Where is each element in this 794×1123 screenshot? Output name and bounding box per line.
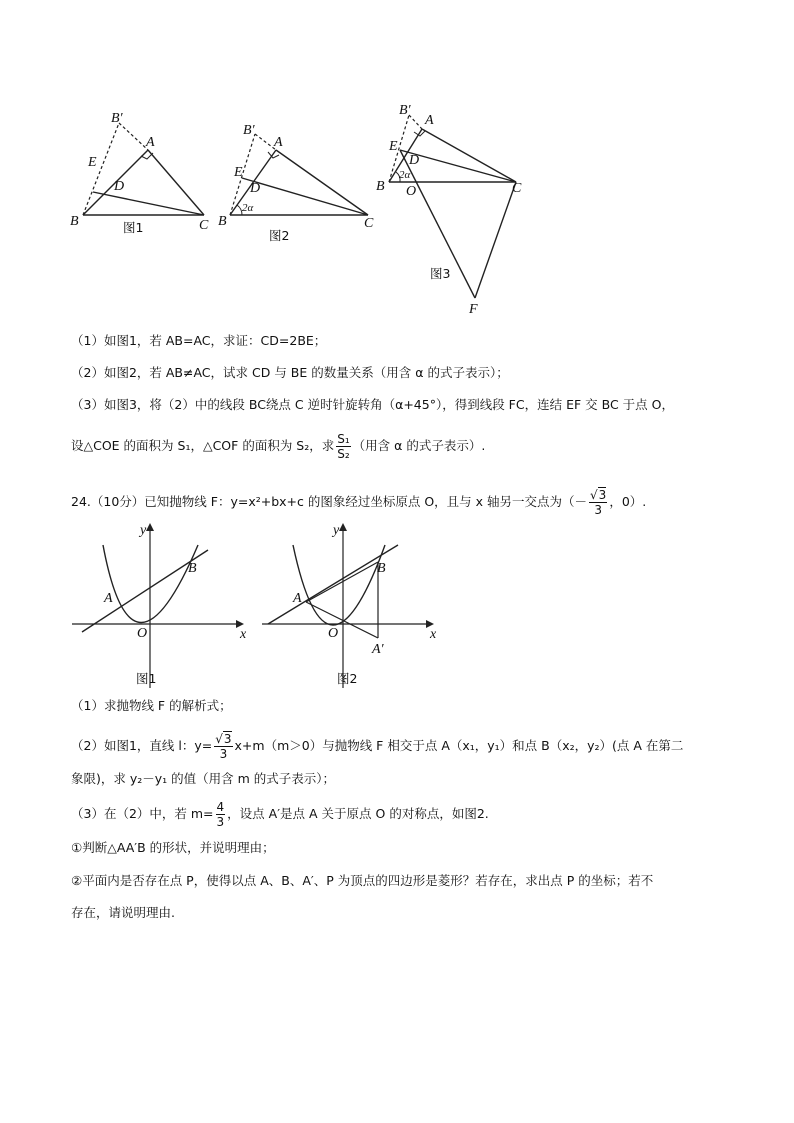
label-o: O [137, 626, 148, 641]
axis-label-x: x [240, 627, 247, 642]
label-e: E [88, 155, 97, 170]
label-a: A [425, 113, 434, 128]
label-d: D [250, 181, 261, 196]
q24-part3-item2: ②平面内是否存在点 P，使得以点 A、B、A′、P 为顶点的四边形是菱形？若存在，求出点 P 的坐标；若不 [71, 873, 654, 888]
axis-label-y: y [140, 523, 147, 538]
label-b: B [188, 561, 197, 576]
q24-part2-tail: x+m（m＞0）与抛物线 F 相交于点 A（x₁，y₁）和点 B（x₂，y₂）(点 A 在第二 [234, 738, 684, 753]
label-c: C [199, 218, 209, 233]
fraction-numerator: 3 [223, 732, 232, 746]
fraction-denominator: 3 [216, 815, 225, 829]
fraction-numerator: S₁ [337, 432, 350, 446]
label-e: E [234, 165, 243, 180]
q24-part1: （1）求抛物线 F 的解析式； [71, 698, 232, 713]
q23-part3-continued [71, 432, 485, 461]
axis-label-y: y [333, 523, 340, 538]
label-b: B [376, 179, 385, 194]
q24-part2 [71, 732, 683, 761]
sqrt3-over-3-fraction: $\frac{√3}{3}$ [215, 732, 232, 761]
angle-label: 2α [399, 169, 411, 181]
label-e: E [389, 139, 398, 154]
label-a: A [104, 591, 113, 606]
label-b: B [70, 214, 79, 229]
q24-part3-item2-continued: 存在，请说明理由. [71, 905, 175, 920]
fraction-numerator: 4 [216, 800, 225, 814]
angle-label: 2α [242, 202, 254, 214]
q23-part1: （1）如图1，若 AB=AC，求证：CD=2BE； [71, 333, 327, 348]
figure-caption: 图3 [430, 266, 451, 281]
parabola-figure-1 [70, 520, 255, 690]
q24-header [71, 488, 646, 517]
label-a: A [293, 591, 302, 606]
q24-header-text: 24.（10分）已知抛物线 F：y=x²+bx+c 的图象经过坐标原点 O，且与 x 轴另一交点为（－ [71, 494, 588, 509]
q23-part3: （3）如图3，将（2）中的线段 BC绕点 C 逆时针旋转角（α+45°），得到线段 FC，连结 EF 交 BC 于点 O， [71, 397, 674, 412]
q24-part2-continued: 象限)，求 y₂－y₁ 的值（用含 m 的式子表示）； [71, 771, 336, 786]
figure-2-top [215, 115, 380, 245]
label-f: F [469, 302, 478, 317]
q23-part3-text: 设△COE 的面积为 S₁，△COF 的面积为 S₂，求 [71, 438, 335, 453]
parabola-figure-2 [260, 520, 445, 690]
fraction-denominator: 3 [219, 747, 228, 761]
label-b: B [377, 561, 386, 576]
q24-part3-item1: ①判断△AA′B 的形状，并说明理由； [71, 840, 275, 855]
q24-header-tail: ，0）. [609, 494, 647, 509]
label-a: A [274, 135, 283, 150]
q24-part3 [71, 800, 489, 829]
q23-part2: （2）如图2，若 AB≠AC，试求 CD 与 BE 的数量关系（用含 α 的式子表示）； [71, 365, 509, 380]
q24-part3-text: （3）在（2）中，若 m= [71, 806, 214, 821]
figure-caption: 图1 [123, 220, 144, 235]
figure-1-top [60, 100, 220, 240]
axis-label-x: x [430, 627, 437, 642]
q23-part3-tail: （用含 α 的式子表示）. [352, 438, 486, 453]
label-o: O [328, 626, 339, 641]
label-o: O [406, 184, 417, 199]
label-b-prime: B′ [243, 123, 255, 138]
label-a-prime: A′ [372, 642, 384, 657]
label-b-prime: B′ [399, 103, 411, 118]
label-d: D [409, 153, 420, 168]
label-b: B [218, 214, 227, 229]
fraction-denominator: S₂ [337, 447, 350, 461]
label-c: C [364, 216, 374, 231]
four-thirds-fraction [216, 800, 226, 829]
fraction-numerator: 3 [598, 488, 607, 502]
fraction-denominator: 3 [594, 503, 602, 517]
label-a: A [146, 135, 155, 150]
figure-caption: 图1 [136, 671, 157, 686]
figure-3-top [370, 98, 530, 318]
label-b-prime: B′ [111, 111, 123, 126]
s1-over-s2-fraction [336, 432, 350, 461]
q24-part2-text: （2）如图1，直线 l：y= [71, 738, 213, 753]
label-c: C [512, 181, 522, 196]
label-d: D [114, 179, 125, 194]
figure-caption: 图2 [337, 671, 358, 686]
q24-part3-tail: ，设点 A′是点 A 关于原点 O 的对称点，如图2. [227, 806, 489, 821]
figure-caption: 图2 [269, 228, 290, 243]
sqrt3-over-3-fraction: $\frac{√3}{3}$ [590, 488, 607, 517]
